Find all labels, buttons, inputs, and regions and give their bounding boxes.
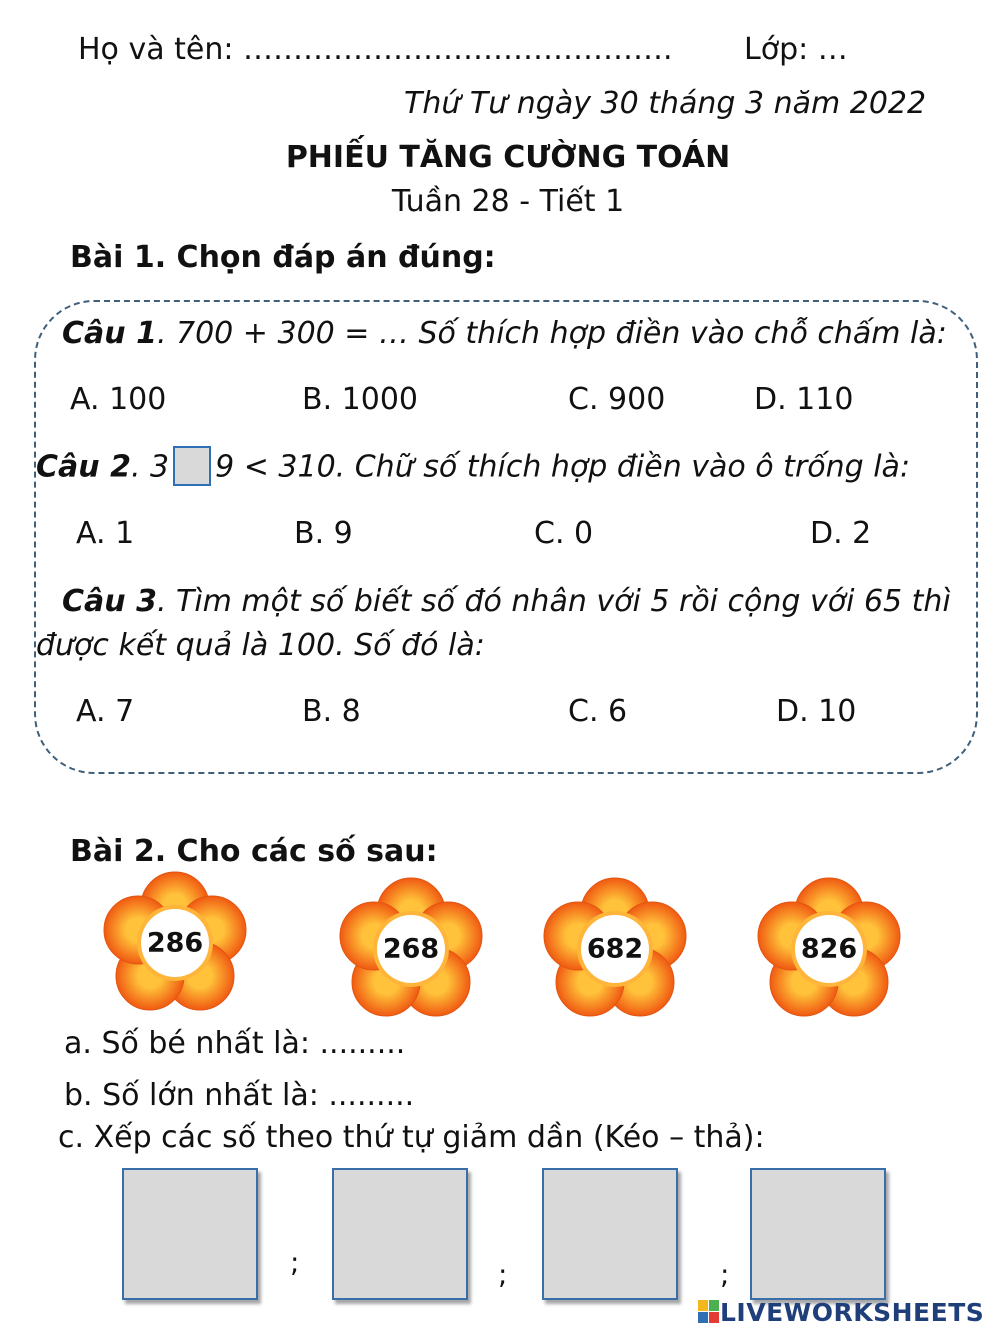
date-line: Thứ Tư ngày 30 tháng 3 năm 2022 [404,86,927,121]
flower-number-value: 826 [800,933,858,965]
flower-number-value: 268 [382,933,440,965]
q3-option-c[interactable]: C. 6 [568,694,628,729]
liveworksheets-blocks-icon [698,1300,720,1324]
q2-option-b[interactable]: B. 9 [294,516,353,551]
liveworksheets-logo-text: LIVEWORKSHEETS [720,1297,985,1327]
q3-label: Câu 3 [62,584,157,619]
q3-text-line1 [62,584,951,619]
drop-box-3[interactable] [542,1168,678,1300]
part-a-smallest[interactable]: a. Số bé nhất là: ......... [64,1026,406,1061]
flower-number-value: 286 [146,927,204,959]
liveworksheets-logo [698,1296,984,1328]
q2-digit-blank[interactable] [173,446,211,486]
q2-option-a[interactable]: A. 1 [76,516,135,551]
q3-option-b[interactable]: B. 8 [302,694,361,729]
q1-label: Câu 1 [62,316,157,351]
separator-1: ; [290,1246,300,1279]
q1-option-c[interactable]: C. 900 [568,382,666,417]
q1-text [62,316,947,351]
q2-text [36,448,910,488]
q3-option-a[interactable]: A. 7 [76,694,135,729]
q2-prefix: . 3 [130,449,170,485]
q2-option-c[interactable]: C. 0 [534,516,594,551]
drop-box-2[interactable] [332,1168,468,1300]
q3-option-d[interactable]: D. 10 [776,694,857,729]
part-c-instruction: c. Xếp các số theo thứ tự giảm dần (Kéo – thả): [58,1120,765,1155]
separator-3: ; [720,1258,730,1291]
student-name-label: Họ và tên: ……………………………………. [78,32,673,67]
worksheet-title: PHIẾU TĂNG CƯỜNG TOÁN [285,140,731,175]
bai2-heading: Bài 2. Cho các số sau: [70,834,438,869]
q1-option-d[interactable]: D. 110 [754,382,854,417]
q2-option-d[interactable]: D. 2 [810,516,872,551]
q1-option-b[interactable]: B. 1000 [302,382,419,417]
part-b-largest[interactable]: b. Số lớn nhất là: ......... [64,1078,415,1113]
drop-box-1[interactable] [122,1168,258,1300]
flower-number-1[interactable] [102,870,248,1016]
q2-suffix: 9 < 310. Chữ số thích hợp điền vào ô trống là: [215,449,911,485]
bai1-heading: Bài 1. Chọn đáp án đúng: [70,240,496,275]
flower-number-2[interactable] [338,876,484,1022]
flower-number-value: 682 [586,933,644,965]
flower-number-4[interactable] [756,876,902,1022]
q3-text-line2: được kết quả là 100. Số đó là: [36,628,485,663]
worksheet-subtitle: Tuần 28 - Tiết 1 [391,184,625,219]
separator-2: ; [498,1258,508,1291]
q1-option-a[interactable]: A. 100 [70,382,167,417]
q3-body-line1: . Tìm một số biết số đó nhân với 5 rồi cộng với 65 thì [156,584,951,619]
flower-number-3[interactable] [542,876,688,1022]
class-label: Lớp: … [744,32,848,67]
q1-body: . 700 + 300 = … Số thích hợp điền vào chỗ chấm là: [156,316,947,351]
drop-box-4[interactable] [750,1168,886,1300]
q2-label: Câu 2 [36,449,131,485]
